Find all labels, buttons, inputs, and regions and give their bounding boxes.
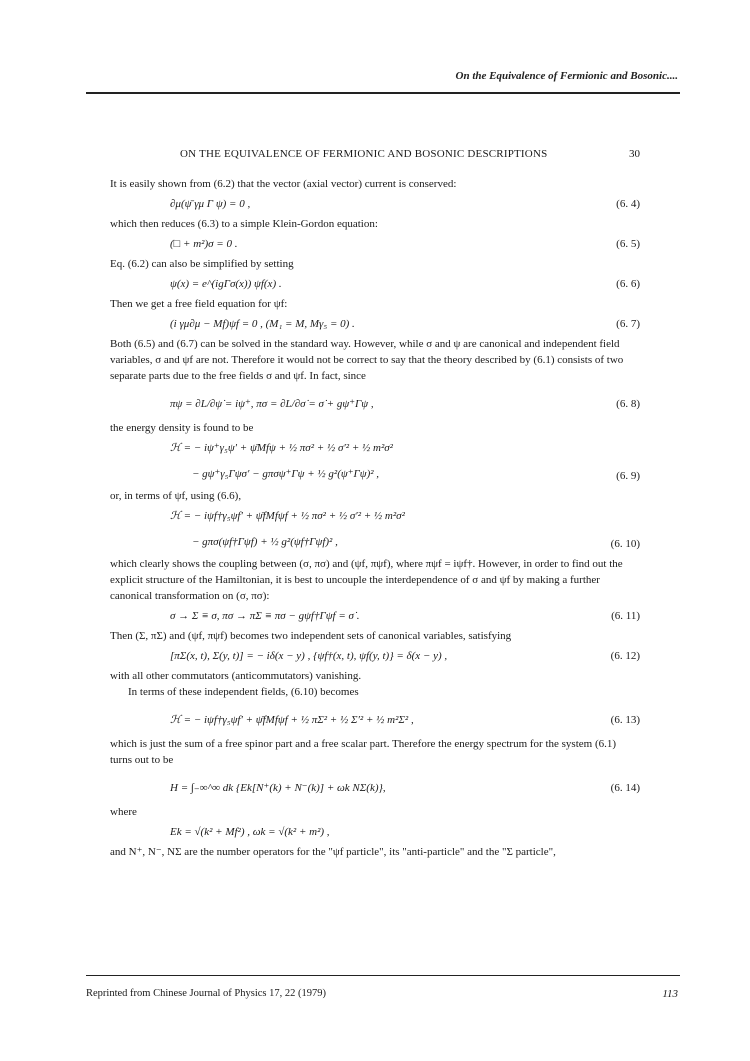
- paragraph: which is just the sum of a free spinor part and a free scalar part. Therefore the energy spectrum for the system (6.1) turns out to be: [110, 738, 617, 766]
- equation-text: πψ = ∂L/∂ψ̇ = iψ⁺, πσ = ∂L/∂σ̇ = σ̇ + gψ⁺Γψ ,: [170, 398, 374, 410]
- equation-number: (6. 9): [616, 470, 640, 482]
- equation-6-7: [110, 312, 640, 336]
- equation-text-continued: − gπσ(ψf†Γψf) + ½ g²(ψf†Γψf)² ,: [192, 536, 338, 548]
- equation-6-12: [110, 644, 640, 668]
- equation-text: Ek = √(k² + Mf²) , ωk = √(k² + m²) ,: [170, 826, 330, 838]
- footer-rule: [86, 975, 680, 976]
- equation-number: (6. 12): [610, 650, 640, 662]
- equation-text: (□ + m²)σ = 0 .: [170, 238, 238, 250]
- equation-6-6: [110, 272, 640, 296]
- equation-text: (i γμ∂μ − Mf)ψf = 0 , (M₁ = M, Mγ₅ = 0) .: [170, 318, 355, 330]
- equation-6-11: [110, 604, 640, 628]
- page-title: ON THE EQUIVALENCE OF FERMIONIC AND BOSONIC DESCRIPTIONS: [180, 148, 548, 160]
- equation-text: ψ(x) = e^(igΓσ(x)) ψf(x) .: [170, 278, 282, 290]
- equation-text: ℋ = − iψ⁺γ₅ψ′ + ψ̄Mfψ + ½ πσ² + ½ σ′² + ½ m²σ²: [170, 442, 393, 454]
- page-number: 113: [662, 988, 678, 1000]
- equation-number: (6. 6): [616, 278, 640, 290]
- equation-text: ℋ = − iψf†γ₅ψf′ + ψ̄fMfψf + ½ πΣ² + ½ Σ′² + ½ m²Σ² ,: [170, 714, 414, 726]
- paragraph: with all other commutators (anticommutators) vanishing.: [110, 670, 362, 682]
- paragraph: which then reduces (6.3) to a simple Klein-Gordon equation:: [110, 218, 378, 230]
- equation-6-4: [110, 192, 640, 216]
- equation-6-9: [110, 436, 640, 488]
- paragraph: Then (Σ, πΣ) and (ψf, πψf) becomes two independent sets of canonical variables, satisfying: [110, 630, 512, 642]
- equation-energy-definitions: [110, 820, 640, 844]
- page-number-top: 30: [629, 148, 640, 160]
- running-head: On the Equivalence of Fermionic and Bosonic....: [455, 70, 678, 82]
- paragraph: where: [110, 806, 137, 818]
- paragraph: Then we get a free field equation for ψf:: [110, 298, 288, 310]
- equation-number: (6. 5): [616, 238, 640, 250]
- paragraph: Both (6.5) and (6.7) can be solved in the standard way. However, while σ and ψ are canonical and independent field variables, σ and ψf are not. Therefore it would not be correct to say that the theory described by (6.1) consists of two separate parts due to the free fields σ and ψf. In fact, since: [110, 338, 624, 382]
- header-rule: [86, 92, 680, 94]
- equation-number: (6. 13): [610, 714, 640, 726]
- equation-6-13: [110, 700, 640, 736]
- equation-text: ∂μ(ψ̄ γμ Γ ψ) = 0 ,: [170, 198, 251, 210]
- equation-number: (6. 8): [616, 398, 640, 410]
- equation-number: (6. 11): [611, 610, 640, 622]
- paragraph: It is easily shown from (6.2) that the vector (axial vector) current is conserved:: [110, 178, 457, 190]
- paragraph: and N⁺, N⁻, NΣ are the number operators for the "ψf particle", its "anti-particle" and the "Σ particle",: [110, 846, 556, 858]
- paragraph: which clearly shows the coupling between (σ, πσ) and (ψf, πψf), where πψf = iψf†. However, in order to find out the explicit structure of the Hamiltonian, it is best to uncouple the interdependence of σ and ψf by making a further canonical transformation on (σ, πσ):: [110, 558, 623, 602]
- equation-number: (6. 14): [610, 782, 640, 794]
- paragraph: Eq. (6.2) can also be simplified by setting: [110, 258, 294, 270]
- equation-number: (6. 4): [616, 198, 640, 210]
- paragraph: the energy density is found to be: [110, 422, 254, 434]
- equation-6-5: [110, 232, 640, 256]
- equation-6-8: [110, 384, 640, 420]
- equation-text-continued: − gψ⁺γ₅Γψσ′ − gπσψ⁺Γψ + ½ g²(ψ⁺Γψ)² ,: [192, 468, 380, 480]
- equation-number: (6. 10): [610, 538, 640, 550]
- equation-text: σ → Σ ≡ σ, πσ → πΣ ≡ πσ − gψf†Γψf = σ̇ .: [170, 610, 360, 622]
- equation-6-14: [110, 768, 640, 804]
- paragraph: In terms of these independent fields, (6.10) becomes: [128, 686, 359, 698]
- equation-number: (6. 7): [616, 318, 640, 330]
- equation-text: ℋ = − iψf†γ₅ψf′ + ψ̄fMfψf + ½ πσ² + ½ σ′² + ½ m²σ²: [170, 510, 405, 522]
- equation-text: H = ∫₋∞^∞ dk {Ek[N⁺(k) + N⁻(k)] + ωk NΣ(k)},: [170, 782, 386, 794]
- article-body: [110, 176, 640, 860]
- reprint-note: Reprinted from Chinese Journal of Physics 17, 22 (1979): [86, 988, 327, 999]
- equation-text: [πΣ(x, t), Σ(y, t)] = − iδ(x − y) , {ψf†(x, t), ψf(y, t)} = δ(x − y) ,: [170, 650, 448, 662]
- paragraph: or, in terms of ψf, using (6.6),: [110, 490, 242, 502]
- equation-6-10: [110, 504, 640, 556]
